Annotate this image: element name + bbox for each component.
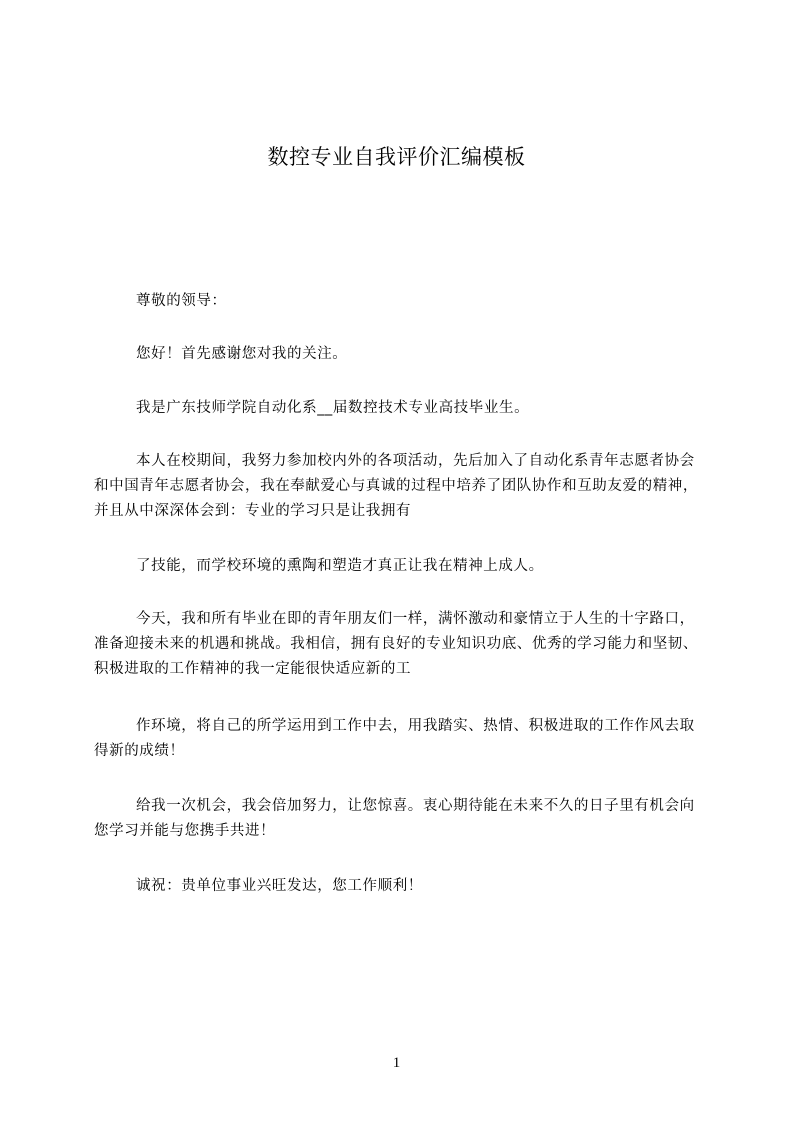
- paragraph-greeting: 您好！首先感谢您对我的关注。: [136, 346, 348, 362]
- paragraph-closing-wishes: 诚祝：贵单位事业兴旺发达，您工作顺利！: [136, 878, 423, 894]
- paragraph-salutation: 尊敬的领导：: [136, 293, 227, 309]
- paragraph-skills: 了技能，而学校环境的熏陶和塑造才真正让我在精神上成人。: [136, 558, 544, 574]
- paragraph-school-activities: 本人在校期间，我努力参加校内外的各项活动，先后加入了自动化系青年志愿者协会和中国青年志愿者协会，我在奉献爱心与真诚的过程中培养了团队协作和互助友爱的精神，并且从中深深体会到：专业的学习只是让我拥有: [94, 453, 698, 519]
- paragraph-opportunity: 给我一次机会，我会倍加努力，让您惊喜。衷心期待能在未来不久的日子里有机会向您学习并能与您携手共进！: [94, 798, 695, 839]
- paragraph-work-environment: 作环境，将自己的所学运用到工作中去，用我踏实、热情、积极进取的工作作风去取得新的成绩！: [94, 718, 695, 759]
- paragraph-introduction: 我是广东技师学院自动化系__届数控技术专业高技毕业生。: [136, 400, 530, 416]
- page-number: 1: [392, 1055, 401, 1071]
- document-title: 数控专业自我评价汇编模板: [267, 145, 526, 169]
- paragraph-future: 今天，我和所有毕业在即的青年朋友们一样，满怀激动和豪情立于人生的十字路口，准备迎接未来的机遇和挑战。我相信，拥有良好的专业知识功底、优秀的学习能力和坚韧、积极进取的工作精神的我一定能很快适应新的工: [94, 611, 698, 677]
